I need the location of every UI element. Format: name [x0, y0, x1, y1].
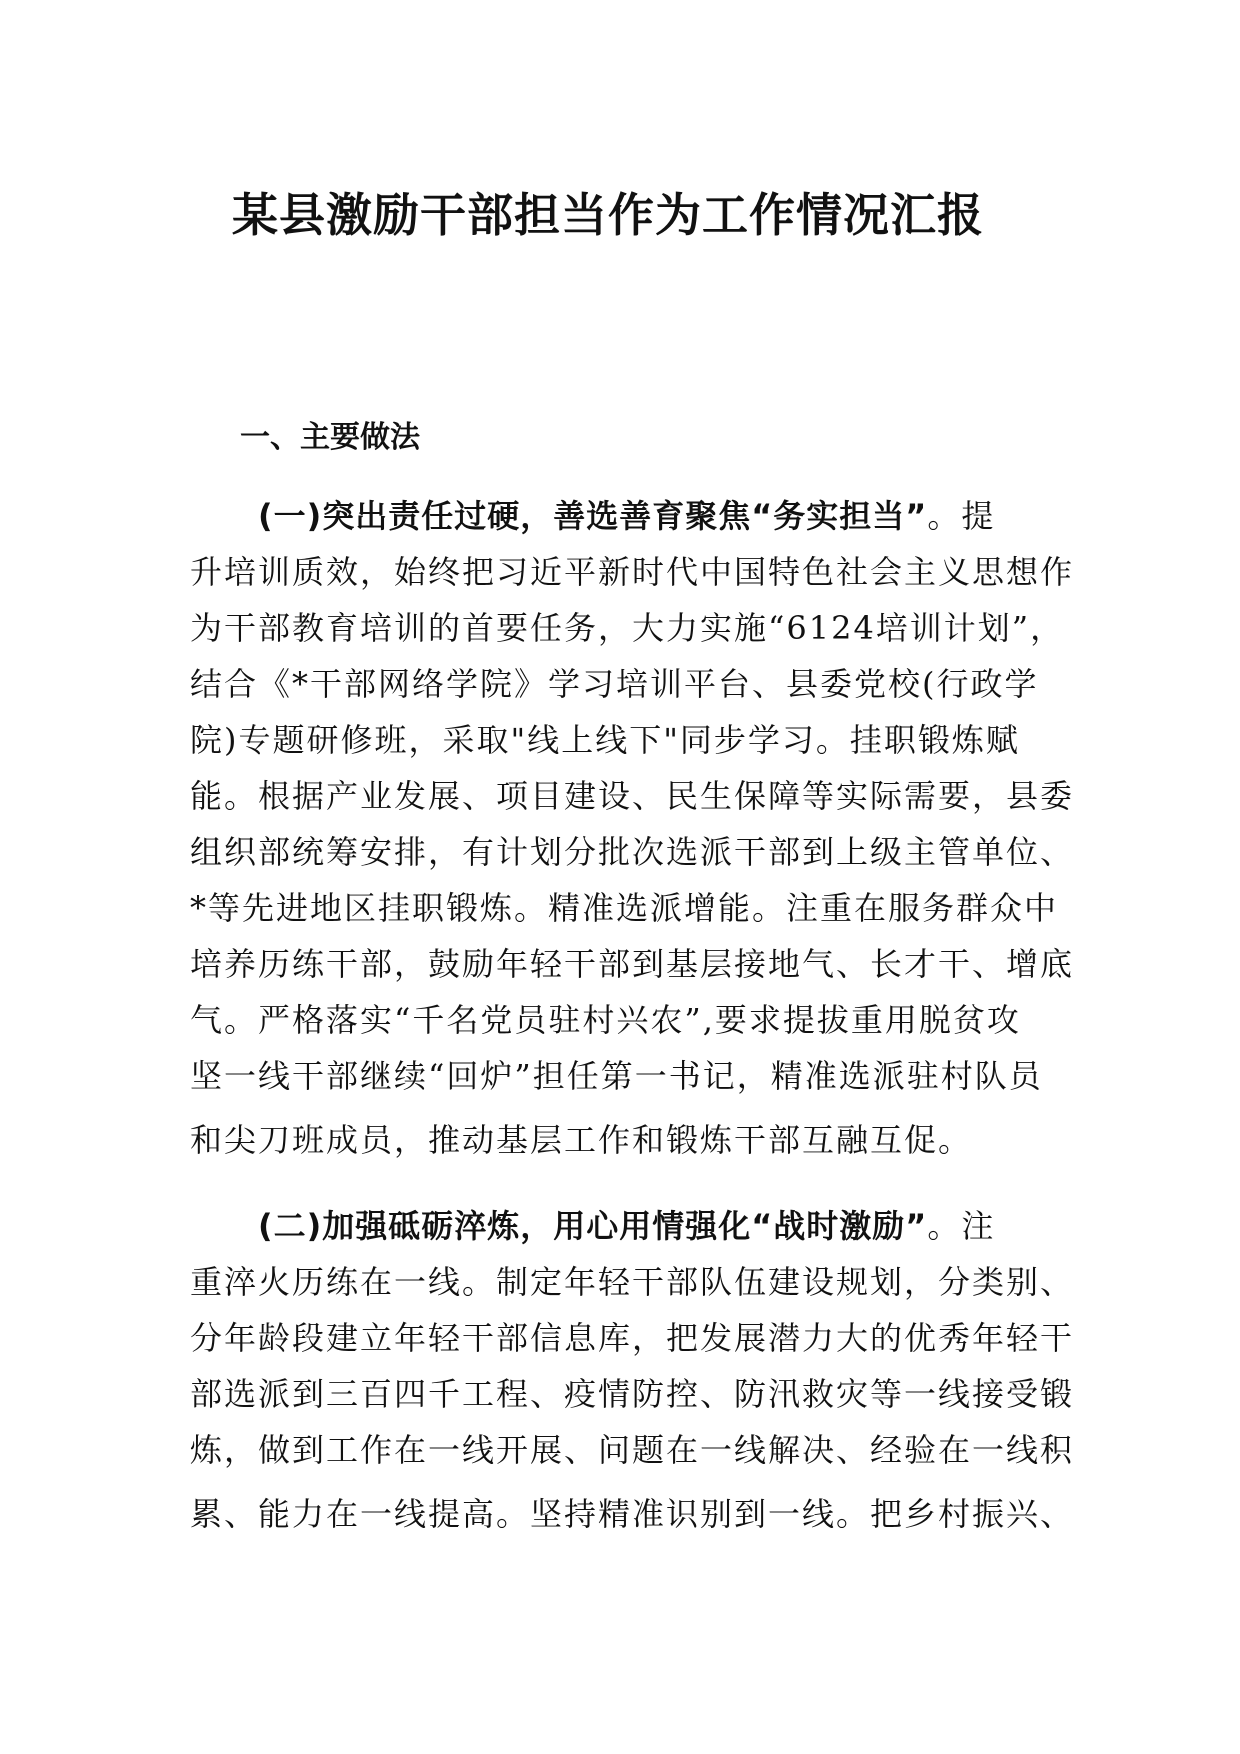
paragraph-2-line: 炼，做到工作在一线开展、问题在一线解决、经验在一线积	[190, 1431, 1075, 1469]
paragraph-2-first-line	[190, 1198, 1050, 1254]
paragraph-1	[190, 488, 1075, 1168]
paragraph-1-line: 院)专题研修班，采取"线上线下"同步学习。挂职锻炼赋	[190, 721, 1020, 759]
paragraph-2	[190, 1198, 1075, 1542]
paragraph-2-first-tail: 。注	[927, 1207, 996, 1245]
paragraph-1-line: 升培训质效，始终把习近平新时代中国特色社会主义思想作	[190, 553, 1075, 591]
document-title: 某县激励干部担当作为工作情况汇报	[232, 188, 984, 242]
paragraph-1-line: 和尖刀班成员，推动基层工作和锻炼干部互融互促。	[190, 1121, 973, 1159]
paragraph-1-line: 结合《*干部网络学院》学习培训平台、县委党校(行政学	[190, 665, 1039, 703]
paragraph-2-line: 重淬火历练在一线。制定年轻干部队伍建设规划，分类别、	[190, 1263, 1075, 1301]
paragraph-1-first-tail: 。提	[927, 497, 996, 535]
paragraph-2-line: 部选派到三百四千工程、疫情防控、防汛救灾等一线接受锻	[190, 1375, 1075, 1413]
paragraph-1-line: 气。严格落实“千名党员驻村兴农”,要求提拔重用脱贫攻	[190, 1001, 1021, 1039]
section-heading: 一、主要做法	[240, 420, 420, 455]
paragraph-1-first-line	[190, 488, 1050, 544]
paragraph-2-subtitle: (二)加强砥砺淬炼，用心用情强化“战时激励”	[258, 1207, 928, 1245]
paragraph-1-line: 坚一线干部继续“回炉”担任第一书记，精准选派驻村队员	[190, 1057, 1043, 1095]
paragraph-2-line: 累、能力在一线提高。坚持精准识别到一线。把乡村振兴、	[190, 1495, 1075, 1533]
paragraph-1-line: *等先进地区挂职锻炼。精准选派增能。注重在服务群众中	[190, 889, 1059, 927]
paragraph-2-line: 分年龄段建立年轻干部信息库，把发展潜力大的优秀年轻干	[190, 1319, 1075, 1357]
paragraph-1-line: 培养历练干部，鼓励年轻干部到基层接地气、长才干、增底	[190, 945, 1075, 983]
paragraph-1-line: 为干部教育培训的首要任务，大力实施“6124培训计划”，	[190, 609, 1065, 647]
paragraph-1-line: 能。根据产业发展、项目建设、民生保障等实际需要，县委	[190, 777, 1075, 815]
paragraph-1-line: 组织部统筹安排，有计划分批次选派干部到上级主管单位、	[190, 833, 1075, 871]
paragraph-1-subtitle: (一)突出责任过硬，善选善育聚焦“务实担当”	[258, 497, 928, 535]
